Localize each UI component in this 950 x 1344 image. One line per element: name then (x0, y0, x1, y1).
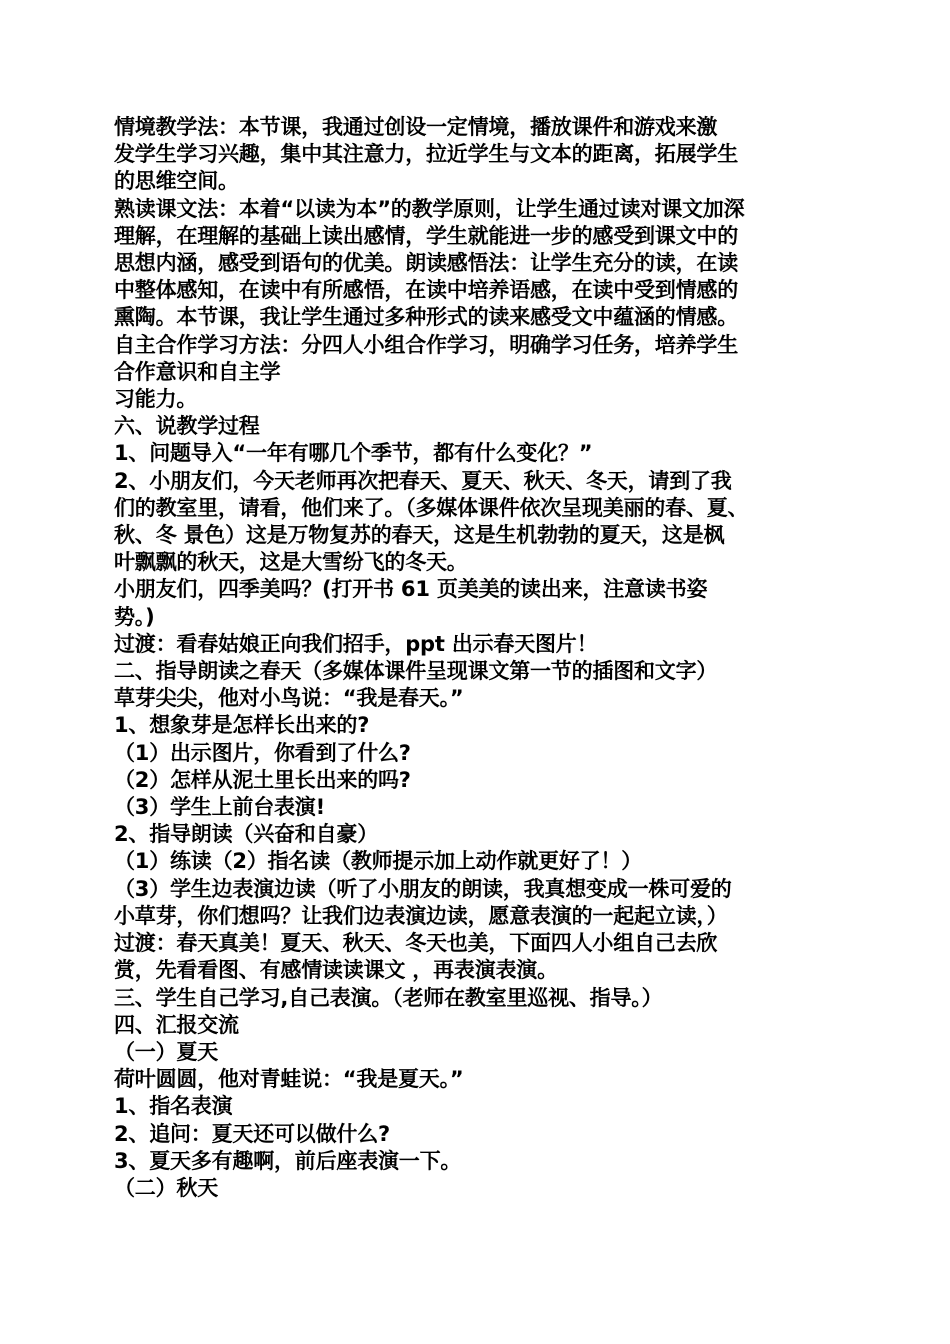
subsection-heading: （二）秋天 (114, 1175, 218, 1200)
text-line: 过渡：春天真美！夏天、秋天、冬天也美，下面四人小组自己去欣 (114, 931, 718, 956)
text-line: 2、指导朗读（兴奋和自豪） (114, 822, 379, 847)
text-line: 1、问题导入“一年有哪几个季节，都有什么变化？” (114, 441, 593, 466)
text-line: （3）学生上前台表演! (114, 795, 325, 820)
section-heading: 六、说教学过程 (114, 414, 260, 439)
text-line: 熟读课文法：本着“以读为本”的教学原则，让学生通过读对课文加深 (114, 196, 745, 221)
text-line: 1、想象芽是怎样长出来的? (114, 713, 370, 738)
text-line: 熏陶。本节课，我让学生通过多种形式的读来感受文中蕴涵的情感。 (114, 305, 738, 330)
text-line: 2、小朋友们，今天老师再次把春天、夏天、秋天、冬天，请到了我 (114, 468, 732, 493)
text-line: 赏，先看看图、有感情读读课文 ，再表演表演。 (114, 958, 558, 983)
text-line: （1）出示图片，你看到了什么? (114, 740, 411, 765)
text-line: 1、指名表演 (114, 1094, 233, 1119)
text-line: 中整体感知，在读中有所感悟，在读中培养语感，在读中受到情感的 (114, 278, 738, 303)
section-heading: 二、指导朗读之春天（多媒体课件呈现课文第一节的插图和文字） (114, 659, 718, 684)
text-line: 过渡：看春姑娘正向我们招手，ppt 出示春天图片！ (114, 631, 598, 656)
text-line: 发学生学习兴趣，集中其注意力，拉近学生与文本的距离，拓展学生 (114, 142, 738, 167)
subsection-heading: （一）夏天 (114, 1039, 218, 1064)
section-heading: 三、学生自己学习,自己表演。（老师在教室里巡视、指导。） (114, 985, 663, 1010)
text-line: 理解，在理解的基础上读出感情，学生就能进一步的感受到课文中的 (114, 223, 738, 248)
text-line: 小草芽，你们想吗？让我们边表演边读，愿意表演的一起起立读，） (114, 903, 728, 928)
text-line: （1）练读（2）指名读（教师提示加上动作就更好了！） (114, 849, 643, 874)
text-line: 叶飘飘的秋天，这是大雪纷飞的冬天。 (114, 550, 468, 575)
text-line: 情境教学法：本节课，我通过创设一定情境，播放课件和游戏来激 (114, 115, 718, 139)
text-line: （3）学生边表演边读（听了小朋友的朗读，我真想变成一株可爱的 (114, 876, 732, 901)
text-line: 秋、冬 景色）这是万物复苏的春天，这是生机勃勃的夏天，这是枫 (114, 523, 725, 548)
text-line: 的思维空间。 (114, 169, 239, 194)
text-line: 思想内涵，感受到语句的优美。朗读感悟法：让学生充分的读，在读 (114, 251, 738, 276)
text-line: 合作意识和自主学 (114, 359, 281, 384)
text-line: 小朋友们，四季美吗？(打开书 61 页美美的读出来，注意读书姿 (114, 577, 708, 602)
text-line: 荷叶圆圆，他对青蛙说：“我是夏天。” (114, 1067, 464, 1092)
text-line: 草芽尖尖，他对小鸟说：“我是春天。” (114, 686, 464, 711)
section-heading: 四、汇报交流 (114, 1012, 239, 1037)
text-line: 们的教室里，请看，他们来了。（多媒体课件依次呈现美丽的春、夏、 (114, 495, 749, 520)
document-body (114, 114, 842, 1202)
text-line: 自主合作学习方法：分四人小组合作学习，明确学习任务，培养学生 (114, 332, 738, 357)
text-line: 2、追问：夏天还可以做什么? (114, 1121, 390, 1146)
text-line: 习能力。 (114, 387, 198, 412)
text-line: 势。) (114, 604, 155, 629)
text-line: 3、夏天多有趣啊，前后座表演一下。 (114, 1148, 462, 1173)
text-line: （2）怎样从泥土里长出来的吗? (114, 767, 411, 792)
